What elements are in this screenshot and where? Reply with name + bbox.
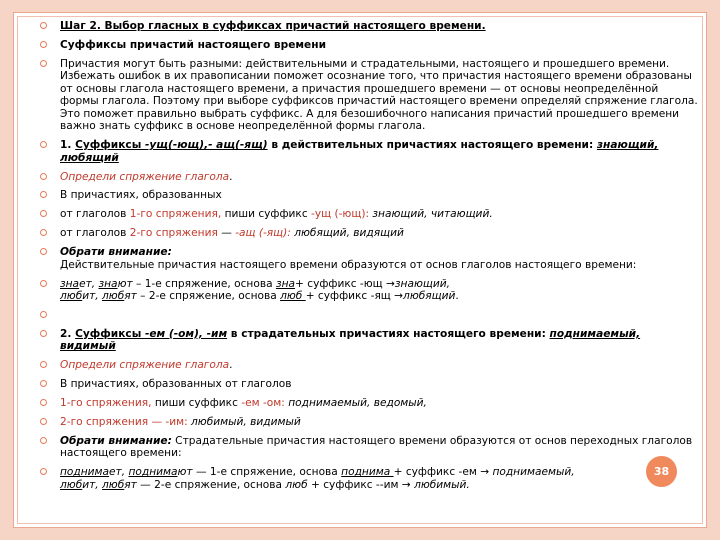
text-run: – 2-е спряжение, основа (136, 290, 281, 303)
bullet-item-step (38, 20, 698, 33)
text-run: Шаг 2. Выбор гласных в суффиксах причастий настоящего времени. (60, 20, 486, 32)
text-run: 2. (60, 327, 76, 340)
bullet-item-heading (38, 39, 698, 52)
bullet-circle-icon (40, 60, 47, 67)
text-run: -ем (-ом), -им (144, 327, 228, 340)
text-run: ят (124, 290, 137, 303)
text-run: люб (280, 290, 306, 303)
text-run: Причастия могут быть разными: действительными и страдательными, настоящего и прошедшего времени. (60, 57, 670, 70)
text-run: люб (102, 478, 125, 491)
text-run: пиши суффикс (151, 396, 242, 409)
text-run: 2-го спряжения (129, 227, 218, 240)
page-number-badge: 38 (646, 456, 677, 487)
text-run: зна (60, 277, 80, 290)
bullet-item-first-conj-1 (38, 208, 698, 221)
bullet-circle-icon (40, 399, 47, 406)
text-run: от глаголов (60, 208, 130, 221)
bullet-circle-icon (40, 191, 47, 198)
text-run: -ащ (-ящ): (235, 227, 291, 240)
text-run: -ущ(-ющ),- ащ(-ящ) (144, 139, 268, 152)
text-run: Суффиксы причастий настоящего времени (60, 38, 326, 51)
text-run: 1-го спряжения, (60, 396, 152, 409)
bullet-item-empty (38, 309, 698, 322)
text-run: 2-го спряжения — -им: (60, 415, 188, 428)
text-run: ит, (82, 290, 103, 303)
text-run: поднима (128, 466, 178, 479)
text-run: поднимаемый, ведомый, (284, 396, 427, 409)
text-run: поднима (341, 466, 394, 479)
bullet-item-example-2 (38, 466, 698, 491)
bullet-circle-icon (40, 361, 47, 368)
text-run: зна (275, 277, 295, 290)
text-run: Действительные причастия настоящего времени образуются от основ глаголов настоящего времени: (60, 258, 637, 271)
bullet-item-first-conj-2 (38, 397, 698, 410)
bullet-item-define-1 (38, 171, 698, 184)
text-run: + суффикс -ем → (393, 466, 493, 479)
text-run: люб (285, 478, 308, 491)
text-run: знающий, читающий. (369, 208, 493, 221)
bullet-circle-icon (40, 210, 47, 217)
text-run: – 1-е спряжение, основа (132, 277, 276, 290)
text-run: ет, (109, 466, 129, 479)
text-run: Суффиксы (75, 139, 145, 152)
bullet-item-note-1 (38, 246, 698, 271)
text-run: люб (60, 478, 83, 491)
bullet-circle-icon (40, 229, 47, 236)
text-run: -ем -ом: (241, 396, 285, 409)
slide-content (38, 20, 698, 498)
text-run: + суффикс -ящ (305, 290, 395, 303)
text-run: . (229, 359, 233, 372)
text-run: →любящий (394, 290, 456, 303)
text-run: люб (60, 290, 83, 303)
text-run: в страдательных причастиях настоящего времени: (227, 327, 550, 340)
text-run: ют (177, 466, 193, 479)
text-run: + суффикс -ющ (295, 277, 387, 290)
bullet-item-define-2 (38, 359, 698, 372)
text-run: ят (124, 478, 137, 491)
bullet-item-intro (38, 58, 698, 133)
text-run: пиши суффикс (221, 208, 312, 221)
text-run: Определи спряжение глагола (60, 359, 230, 372)
text-run: 1-го спряжения, (129, 208, 222, 221)
bullet-item-note-2 (38, 435, 698, 460)
text-run: любящий, видящий (290, 227, 404, 240)
bullet-circle-icon (40, 41, 47, 48)
text-run: Суффиксы (75, 327, 145, 340)
bullet-item-active-heading (38, 139, 698, 164)
text-run: Обрати внимание: (60, 246, 172, 259)
text-run: — 2-е спряжение, основа (136, 478, 286, 491)
bullet-item-passive-heading (38, 328, 698, 353)
bullet-circle-icon (40, 330, 47, 337)
bullet-item-second-conj-2 (38, 416, 698, 429)
bullet-circle-icon (40, 380, 47, 387)
bullet-circle-icon (40, 437, 47, 444)
text-run: знающий, любящий (60, 139, 659, 164)
text-run: от глаголов (60, 227, 130, 240)
bullet-item-second-conj-1 (38, 227, 698, 240)
text-run: люб (102, 290, 125, 303)
text-run: Страдательные причастия настоящего времени образуются от основ переходных глаголов настоящего времени: (60, 434, 693, 460)
bullet-circle-icon (40, 22, 47, 29)
bullet-circle-icon (40, 173, 47, 180)
text-run: — 1-е спряжение, основа (192, 466, 342, 479)
text-run: любимый, видимый (187, 415, 301, 428)
text-run: в действительных причастиях настоящего времени: (267, 139, 597, 152)
text-run: ют (117, 277, 133, 290)
text-run: Избежать ошибок в их правописании поможет осознание того, что причастия настоящего времени образованы от основы глагола настоящего времени, а причастия прошедшего времени — от основы неопределённой формы глагола. Поэтому при выборе суффиксов причастий настоящего времени определяй спряжение глагола. Это поможет правильно выбрать суффикс. А для безошибочного написания причастий прошедшего времени важно знать суффикс в основе неопределённой формы глагола. (60, 70, 698, 133)
bullet-circle-icon (40, 248, 47, 255)
text-run: любимый. (414, 478, 470, 491)
bullet-circle-icon (40, 280, 47, 287)
bullet-item-example-1 (38, 278, 698, 303)
text-run: . (455, 290, 459, 303)
bullet-circle-icon (40, 418, 47, 425)
text-run: В причастиях, образованных (60, 189, 222, 202)
text-run: →знающий, (386, 277, 450, 290)
text-run: -ущ (-ющ): (311, 208, 370, 221)
bullet-circle-icon (40, 141, 47, 148)
bullet-circle-icon (40, 468, 47, 475)
text-run: ет, (79, 277, 99, 290)
text-run: Определи спряжение глагола (60, 170, 230, 183)
text-run: зна (98, 277, 118, 290)
text-run: ит, (82, 478, 103, 491)
text-run: Обрати внимание: (60, 434, 172, 447)
text-run: поднима (60, 466, 110, 479)
text-run: + суффикс --им → (307, 478, 415, 491)
text-run: 1. (60, 139, 76, 152)
text-run: В причастиях, образованных от глаголов (60, 378, 292, 391)
text-run: — (217, 227, 236, 240)
bullet-item-in-participles-2 (38, 378, 698, 391)
bullet-item-in-participles-1 (38, 189, 698, 202)
text-run: . (229, 170, 233, 183)
text-run: поднимаемый, видимый (60, 327, 641, 353)
bullet-circle-icon (40, 311, 47, 318)
text-run: поднимаемый, (492, 466, 575, 479)
